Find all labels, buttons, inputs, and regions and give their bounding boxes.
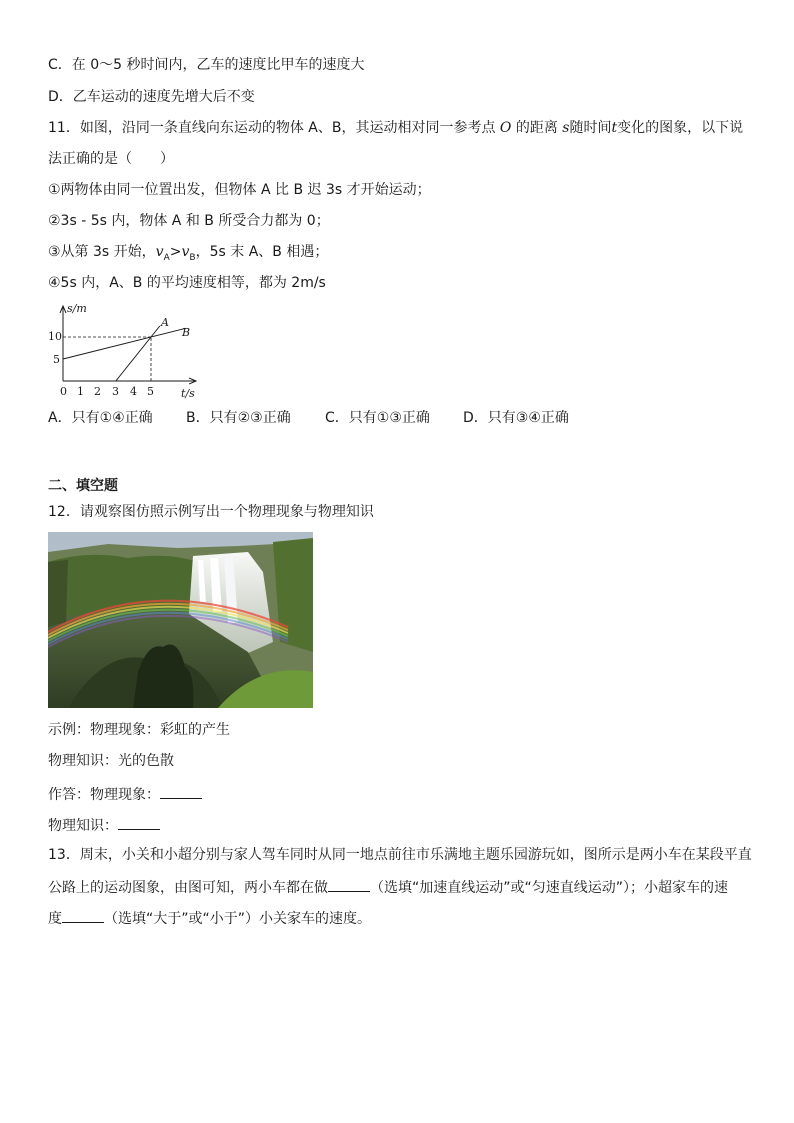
q13-blank-2[interactable] [62,907,104,923]
x-tick-4: 4 [130,385,137,398]
x-tick-1: 1 [77,385,84,398]
q13-line1: 13．周末，小关和小超分别与家人驾车同时从同一地点前往市乐满地主题乐园游玩如，图所示是两小车在某段平直 [48,847,752,863]
q11-option-d[interactable]: D．只有③④正确 [463,410,569,426]
q13-blank-1[interactable] [328,876,370,892]
q13-line3: 度 （选填“大于”或“小于”）小关家车的速度。 [48,907,371,929]
q12-stem: 12．请观察图仿照示例写出一个物理现象与物理知识 [48,504,374,520]
q11-statement-3: ③从第 3s 开始，$v_A>v_B$，5s 末 A、B 相遇； [48,244,329,263]
q11-statement-1: ①两物体由同一位置出发，但物体 A 比 B 迟 3s 才开始运动； [48,182,431,198]
q12-example-knowledge: 物理知识：光的色散 [48,753,174,769]
series-b-label: B [182,326,191,339]
q11-statement-4: ④5s 内，A、B 的平均速度相等，都为 2m/s [48,275,326,291]
q11-option-b[interactable]: B．只有②③正确 [186,410,291,426]
series-b-line [63,328,186,359]
waterfall-rainbow-photo [48,532,313,708]
q12-knowledge-blank[interactable] [118,814,160,830]
q11-option-a[interactable]: A．只有①④正确 [48,410,153,426]
x-tick-5: 5 [147,385,154,398]
series-a-line [116,326,160,381]
q11-statement-2: ②3s - 5s 内，物体 A 和 B 所受合力都为 0； [48,213,330,229]
q13-line2: 公路上的运动图象，由图可知，两小车都在做 （选填“加速直线运动”或“匀速直线运动”）；小超家车的速 [48,876,728,898]
q11-stem: 11．如图，沿同一条直线向东运动的物体 A、B，其运动相对同一参考点 O 的距离 s随时间t变化的图象，以下说 [48,120,744,136]
q10-option-d: D．乙车运动的速度先增大后不变 [48,89,255,105]
series-a-label: A [161,316,169,329]
x-axis-label: t/s [181,387,195,400]
q11-option-c[interactable]: C．只有①③正确 [325,410,430,426]
y-tick-10: 10 [48,330,62,343]
section-title-fill-blank: 二、填空题 [48,478,118,494]
y-tick-5: 5 [53,353,60,366]
s-t-graph [46,300,206,400]
q12-answer-phenomenon: 作答：物理现象： [48,783,202,805]
q12-answer-knowledge: 物理知识： [48,814,160,836]
x-tick-2: 2 [94,385,101,398]
q11-options [48,408,569,428]
q12-example-phenomenon: 示例：物理现象：彩虹的产生 [48,722,230,738]
q12-phenomenon-blank[interactable] [160,783,202,799]
y-axis-label: s/m [67,302,87,315]
x-tick-3: 3 [112,385,119,398]
x-tick-0: 0 [60,385,67,398]
q11-stem-line2: 法正确的是（ ） [48,151,174,167]
q10-option-c: C．在 0～5 秒时间内，乙车的速度比甲车的速度大 [48,57,365,73]
